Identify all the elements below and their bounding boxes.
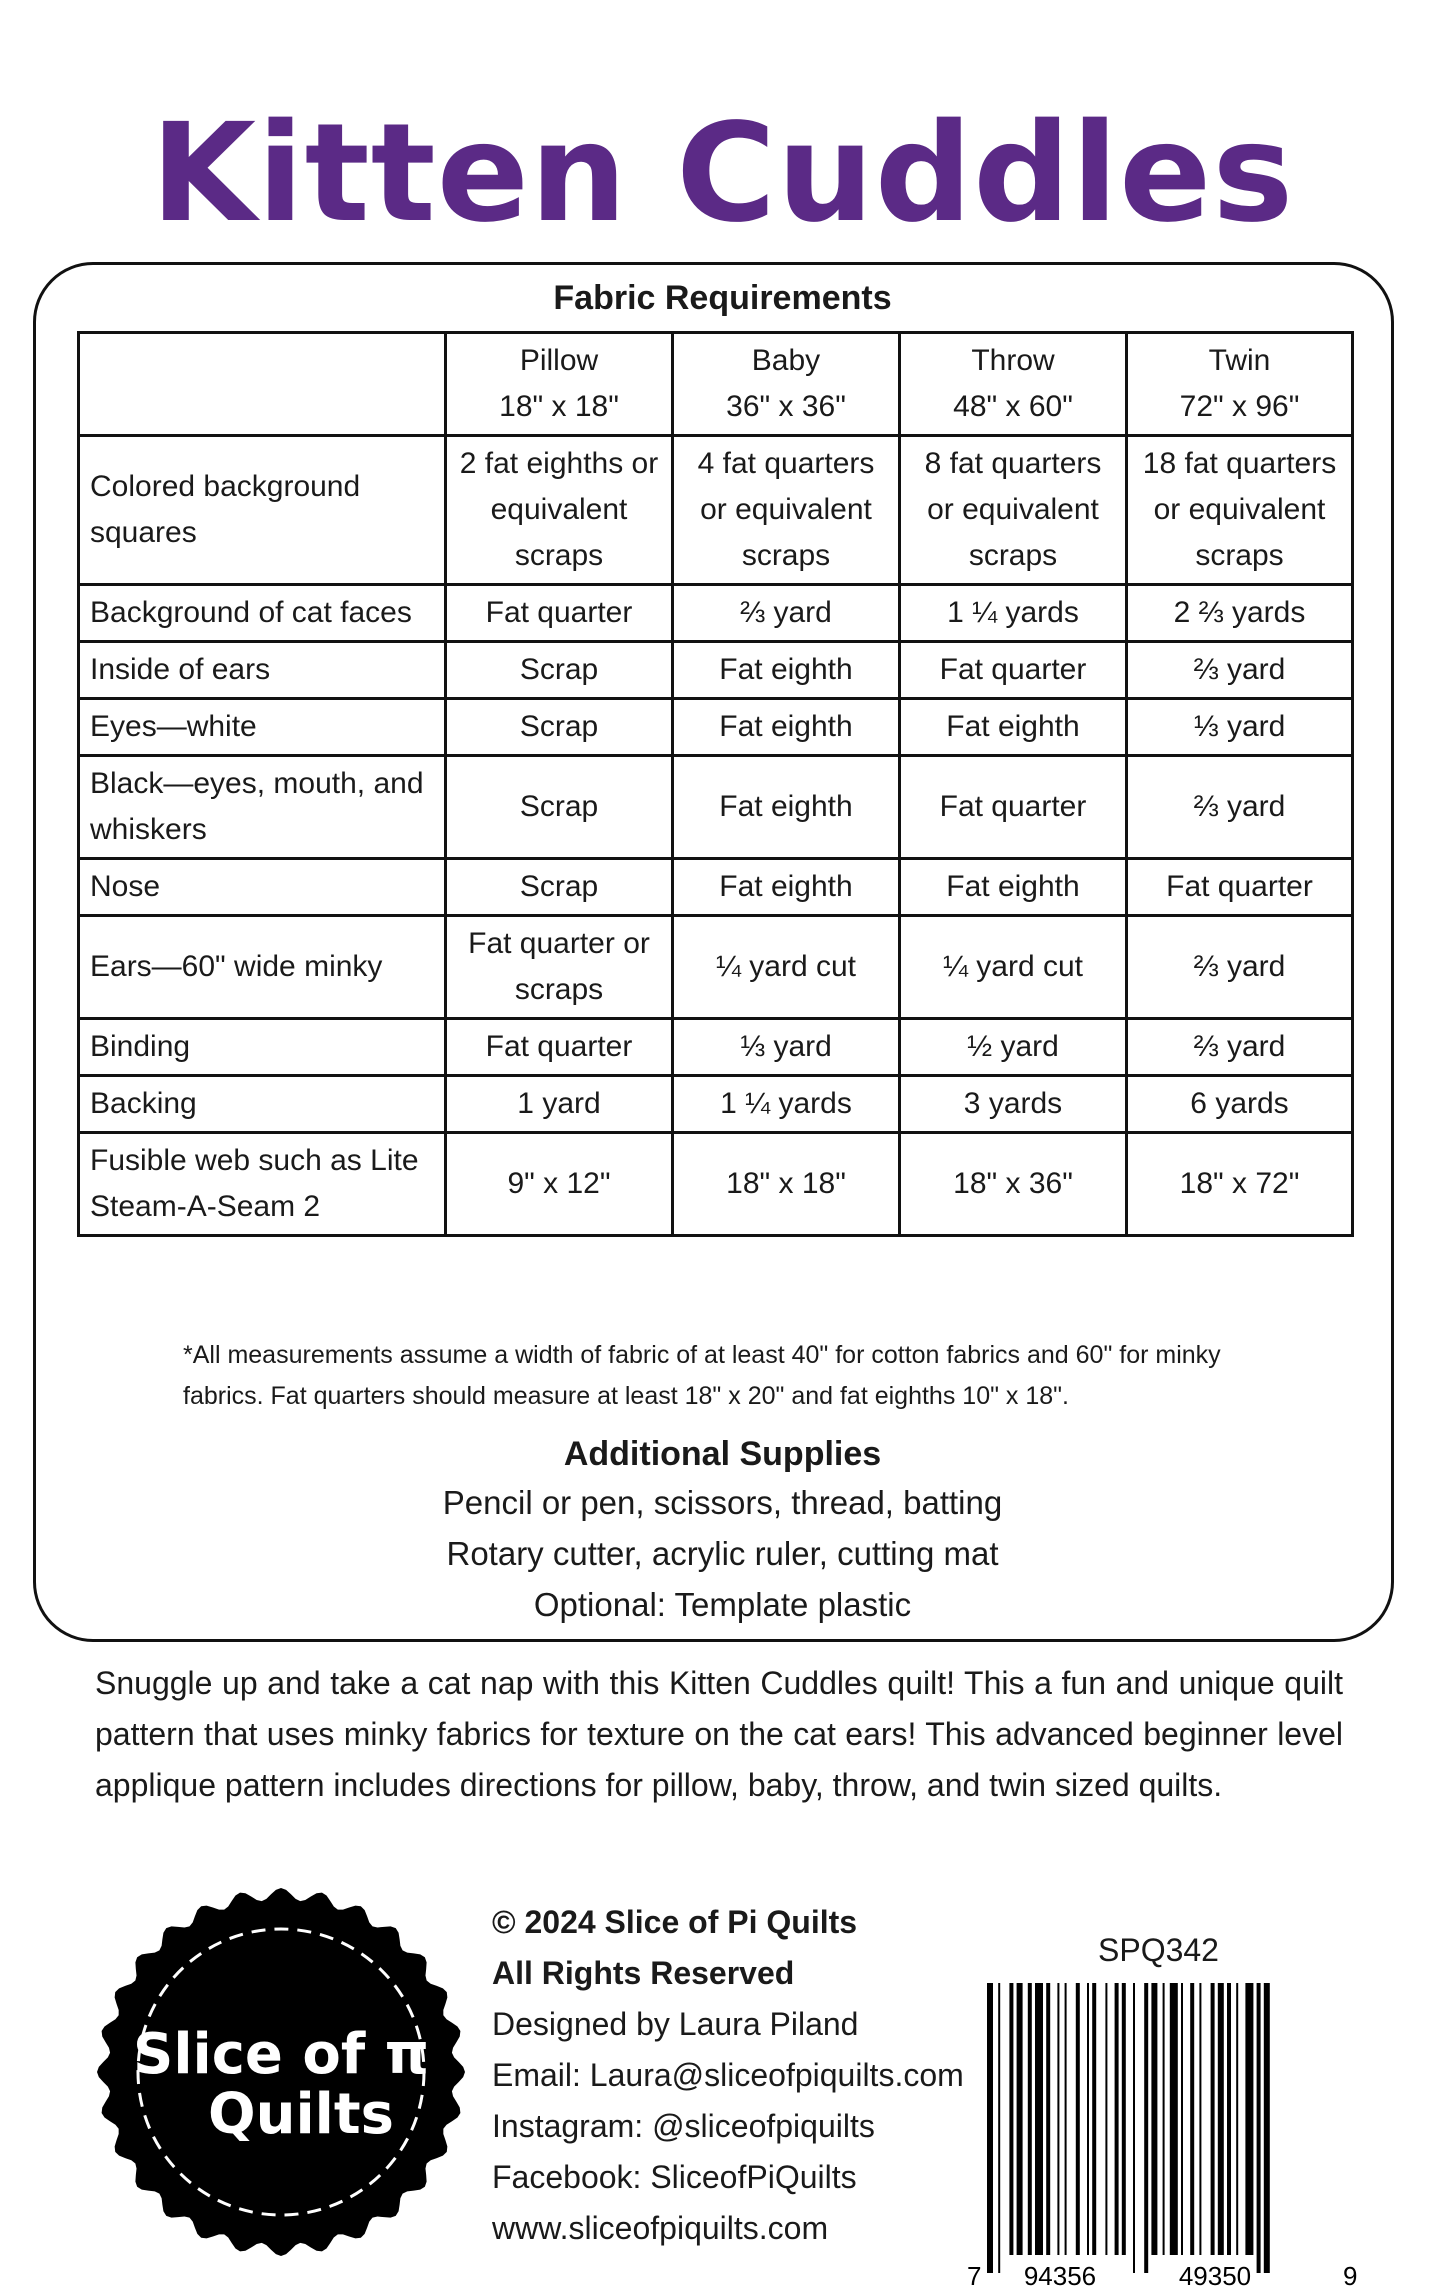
table-row [79, 436, 1353, 585]
barcode-bar [1264, 1983, 1270, 2273]
table-cell: 2 ⅔ yards [1127, 585, 1353, 642]
barcode-bar [1211, 1983, 1215, 2255]
row-label: Backing [79, 1076, 446, 1133]
barcode-bar [1046, 1983, 1050, 2255]
website-link[interactable]: www.sliceofpiquilts.com [492, 2210, 829, 2246]
barcode-bar [1218, 1983, 1224, 2255]
table-row [79, 1019, 1353, 1076]
column-header-pillow [446, 333, 673, 436]
barcode-bar [1170, 1983, 1178, 2255]
barcode-bar [1076, 1983, 1080, 2255]
table-cell: ¼ yard cut [900, 916, 1127, 1019]
barcode-bar [1144, 1983, 1148, 2273]
barcode-bar [1236, 1983, 1238, 2255]
table-cell: 18" x 36" [900, 1133, 1127, 1236]
column-header-throw [900, 333, 1127, 436]
barcode-bar [1009, 1983, 1013, 2255]
barcode-bar [1181, 1983, 1183, 2255]
barcode-bar [1035, 1983, 1043, 2255]
table-cell: 6 yards [1127, 1076, 1353, 1133]
table-cell: Fat eighth [673, 756, 900, 859]
product-code: SPQ342 [1098, 1932, 1219, 1968]
column-header-baby [673, 333, 900, 436]
barcode-bar [1151, 1983, 1157, 2255]
table-cell: Fat eighth [900, 859, 1127, 916]
barcode-bar [1227, 1983, 1231, 2255]
table-cell: 8 fat quarters or equivalent scraps [900, 436, 1127, 585]
barcode-bar [1199, 1983, 1201, 2255]
column-name: Pillow [519, 344, 599, 377]
column-size: 72" x 96" [1179, 390, 1300, 423]
fabric-requirements-table [77, 331, 1354, 1237]
measurement-footnote [183, 1335, 1283, 1417]
table-cell: Fat quarter [900, 756, 1127, 859]
table-cell: 18" x 18" [673, 1133, 900, 1236]
table-row [79, 859, 1353, 916]
barcode-bar [1115, 1983, 1119, 2255]
table-cell: ¼ yard cut [673, 916, 900, 1019]
table-cell: ⅔ yard [1127, 916, 1353, 1019]
barcode-bar [998, 1983, 1000, 2273]
column-size: 18" x 18" [499, 390, 619, 423]
barcode-bar [1245, 1983, 1253, 2255]
table-cell: ⅔ yard [1127, 1019, 1353, 1076]
table-cell: ⅓ yard [1127, 699, 1353, 756]
table-cell: 1 yard [446, 1076, 673, 1133]
table-row [79, 916, 1353, 1019]
barcode-left-group: 94356 [1023, 2261, 1097, 2289]
table-cell: ⅓ yard [673, 1019, 900, 1076]
row-label: Black—eyes, mouth, and whiskers [79, 756, 446, 859]
table-cell: 18 fat quarters or equivalent scraps [1127, 436, 1353, 585]
table-cell: Fat quarter [446, 585, 673, 642]
barcode-bar [1122, 1983, 1126, 2255]
table-body [79, 436, 1353, 1236]
barcode-right-group: 49350 [1178, 2261, 1252, 2289]
row-label: Eyes—white [79, 699, 446, 756]
table-cell: Fat eighth [673, 642, 900, 699]
designer-text: Designed by Laura Piland [492, 2006, 859, 2042]
table-cell: Fat quarter [900, 642, 1127, 699]
table-cell: ½ yard [900, 1019, 1127, 1076]
supply-line: Pencil or pen, scissors, thread, batting [442, 1484, 1003, 1521]
table-cell: Fat quarter [446, 1019, 673, 1076]
table-cell: Fat eighth [900, 699, 1127, 756]
footnote-line: *All measurements assume a width of fabric of at least 40" for cotton fabrics and 60" for minky [183, 1341, 1221, 1369]
logo-line-2: Quilts [208, 2082, 394, 2147]
column-size: 36" x 36" [726, 390, 846, 423]
barcode-bar [1028, 1983, 1032, 2255]
barcode-bar [1190, 1983, 1194, 2255]
barcode-check-digit: 9 [1343, 2261, 1358, 2289]
row-label: Ears—60" wide minky [79, 916, 446, 1019]
table-cell: Fat quarter or scraps [446, 916, 673, 1019]
logo-line-1: Slice of π [132, 2022, 430, 2087]
table-cell: 2 fat eighths or equivalent scraps [446, 436, 673, 585]
table-cell: 9" x 12" [446, 1133, 673, 1236]
table-cell: ⅔ yard [673, 585, 900, 642]
row-label: Background of cat faces [79, 585, 446, 642]
credits-block [492, 1897, 1012, 2254]
barcode-bar [1065, 1983, 1067, 2255]
supply-line: Rotary cutter, acrylic ruler, cutting mat [446, 1535, 999, 1572]
column-size: 48" x 60" [953, 390, 1073, 423]
table-cell: Fat eighth [673, 859, 900, 916]
table-cell: Scrap [446, 756, 673, 859]
column-name: Twin [1208, 344, 1271, 377]
table-header-row [79, 333, 1353, 436]
fabric-requirements-heading: Fabric Requirements [553, 279, 892, 317]
rights-text: All Rights Reserved [492, 1955, 795, 1991]
barcode-bar [1057, 1983, 1059, 2255]
barcode-bar [1017, 1983, 1023, 2255]
table-row [79, 699, 1353, 756]
table-cell: Fat quarter [1127, 859, 1353, 916]
barcode-first-digit: 7 [967, 2261, 982, 2289]
footnote-line: fabrics. Fat quarters should measure at least 18" x 20" and fat eighths 10" x 18". [183, 1382, 1069, 1410]
table-cell: ⅔ yard [1127, 756, 1353, 859]
email-text: Email: Laura@sliceofpiquilts.com [492, 2057, 964, 2093]
column-header-twin [1127, 333, 1353, 436]
table-row [79, 642, 1353, 699]
pattern-description: Snuggle up and take a cat nap with this Kitten Cuddles quilt! This a fun and unique quilt pattern that uses minky fabrics for texture on the cat ears! This advanced beginner level applique pattern includes directions for pillow, baby, throw, and twin sized quilts. [95, 1665, 1343, 1803]
table-cell: ⅔ yard [1127, 642, 1353, 699]
table-cell: 3 yards [900, 1076, 1127, 1133]
header-blank-cell [79, 333, 446, 436]
instagram-text: Instagram: @sliceofpiquilts [492, 2108, 875, 2144]
barcode-bar [1133, 1983, 1135, 2273]
table-row [79, 1133, 1353, 1236]
barcode-bar [1092, 1983, 1096, 2255]
barcode-bar [1087, 1983, 1089, 2255]
facebook-text: Facebook: SliceofPiQuilts [492, 2159, 857, 2195]
row-label: Nose [79, 859, 446, 916]
table-cell: 1 ¼ yards [673, 1076, 900, 1133]
pattern-title: Kitten Cuddles [150, 95, 1295, 253]
table-row [79, 585, 1353, 642]
row-label: Binding [79, 1019, 446, 1076]
table-cell: Fat eighth [673, 699, 900, 756]
table-row [79, 756, 1353, 859]
table-cell: 1 ¼ yards [900, 585, 1127, 642]
row-label: Inside of ears [79, 642, 446, 699]
column-name: Throw [971, 344, 1055, 377]
table-cell: Scrap [446, 642, 673, 699]
row-label: Fusible web such as Lite Steam-A-Seam 2 [79, 1133, 446, 1236]
additional-supplies-heading: Additional Supplies [563, 1435, 882, 1473]
column-name: Baby [751, 344, 821, 377]
barcode-bar [1257, 1983, 1261, 2273]
table-row [79, 1076, 1353, 1133]
supply-line: Optional: Template plastic [533, 1586, 912, 1623]
barcode-bar [1105, 1983, 1107, 2255]
barcode-bar [987, 1983, 993, 2273]
table-cell: Scrap [446, 859, 673, 916]
table-cell: 18" x 72" [1127, 1133, 1353, 1236]
barcode-bar [1163, 1983, 1165, 2255]
table-cell: 4 fat quarters or equivalent scraps [673, 436, 900, 585]
barcode-icon [965, 1983, 1365, 2289]
table-cell: Scrap [446, 699, 673, 756]
row-label: Colored background squares [79, 436, 446, 585]
copyright-text: © 2024 Slice of Pi Quilts [492, 1904, 858, 1940]
